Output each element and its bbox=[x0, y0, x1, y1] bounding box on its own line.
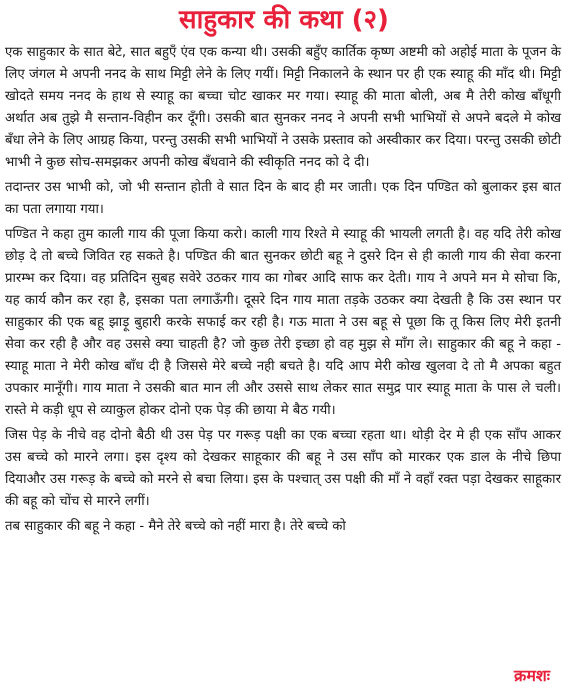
paragraph-4: जिस पेड़ के नीचे वह दोनो बैठी थी उस पेड़ पर गरूड़ पक्षी का एक बच्चा रहता था। थोड़ी देर मे ही एक साँप आकर उस बच्चे को मारने लगा। इस दृश्य को देखकर साहूकार की बहू ने उस साँप को मारकर एक डाल के नीचे छिपा दियाऔर उस गरूड़ के बच्चे को मरने से बचा लिया। इस के पश्चात् उस पक्षी की माँ ने वहाँ रक्त पड़ा देखकर साहूकार की बहू को चोंच से मारने लगीं। bbox=[5, 428, 561, 509]
paragraph-5: तब साहुकार की बहू ने कहा - मैने तेरे बच्चे को नहीं मारा है। तेरे बच्चे को bbox=[5, 519, 346, 534]
paragraph-1: एक साहुकार के सात बेटे, सात बहुएँ एंव एक कन्या थी। उसकी बहुँए कार्तिक कृष्ण अष्टमी को अहोई माता के पूजन के लिए जंगल मे अपनी ननद के साथ मिट्टी लेने के लिए गयीं। मिट्टी निकालने के स्थान पर ही एक स्याहू की माँद थी। मिट्टी खोदते समय ननद के हाथ से स्याहू का बच्चा चोट खाकर मर गया। स्याहू की माता बोली, अब मै तेरी कोख बाँधूगी अर्थात अब तुझे मै सन्तान-विहीन कर दूँगी। उसकी बात सुनकर ननद ने अपनी सभी भाभियों से अपने बदले मे कोख बँधा लेने के लिए आग्रह किया, परन्तु उसकी सभी भाभियों ने उसके प्रस्ताव को अस्वीकार कर दिया। परन्तु उसकी छोटी भाभी ने कुछ सोच-समझकर अपनी कोख बँधवाने की स्वीकृति ननद को दे दी। bbox=[5, 45, 561, 170]
paragraph-2: तदान्तर उस भाभी को, जो भी सन्तान होती वे सात दिन के बाद ही मर जाती। एक दिन पण्डित को बुलाकर इस बात का पता लगाया गया। bbox=[5, 180, 561, 217]
story-body bbox=[5, 42, 561, 541]
continued-label: क्रमशः bbox=[514, 666, 550, 685]
paragraph-3: पण्डित ने कहा तुम काली गाय की पूजा किया करो। काली गाय रिश्ते मे स्याहू की भायली लगती है। वह यदि तेरी कोख छोड़ दे तो बच्चे जिवित रह सकते है। पण्डित की बात सुनकर छोटी बहू ने दुसरे दिन से ही काली गाय की सेवा करना प्रारम्भ कर दिया। वह प्रतिदिन सुबह सवेरे उठकर गाय का गोबर आदि साफ कर देती। गाय ने अपने मन मे सोचा कि, यह कार्य कौन कर रहा है, इसका पता लगाऊँगी। दूसरे दिन गाय माता तड़के उठकर क्या देखती है कि उस स्थान पर साहुकार की एक बहू झाड़ू बुहारी करके सफाई कर रही है। गऊ माता ने उस बहू से पूछा कि तू किस लिए मेरी इतनी सेवा कर रही है और वह उससे क्या चाहती है? जो कुछ तेरी इच्छा हो वह मुझ से माँग ले। साहुकार की बहू ने कहा - स्याहू माता ने मेरी कोख बाँध दी है जिससे मेरे बच्चे नही बचते है। यदि आप मेरी कोख खुलवा दे तो मै अपका बहुत उपकार मानूँगी। गाय माता ने उसकी बात मान ली और उससे साथ लेकर सात समुद्र पार स्याहू माता के पास ले चली। रास्ते मे कड़ी धूप से व्याकुल होकर दोनो एक पेड़ की छाया मे बैठ गयी। bbox=[5, 227, 561, 418]
page-title: साहुकार की कथा (२) bbox=[179, 5, 389, 35]
